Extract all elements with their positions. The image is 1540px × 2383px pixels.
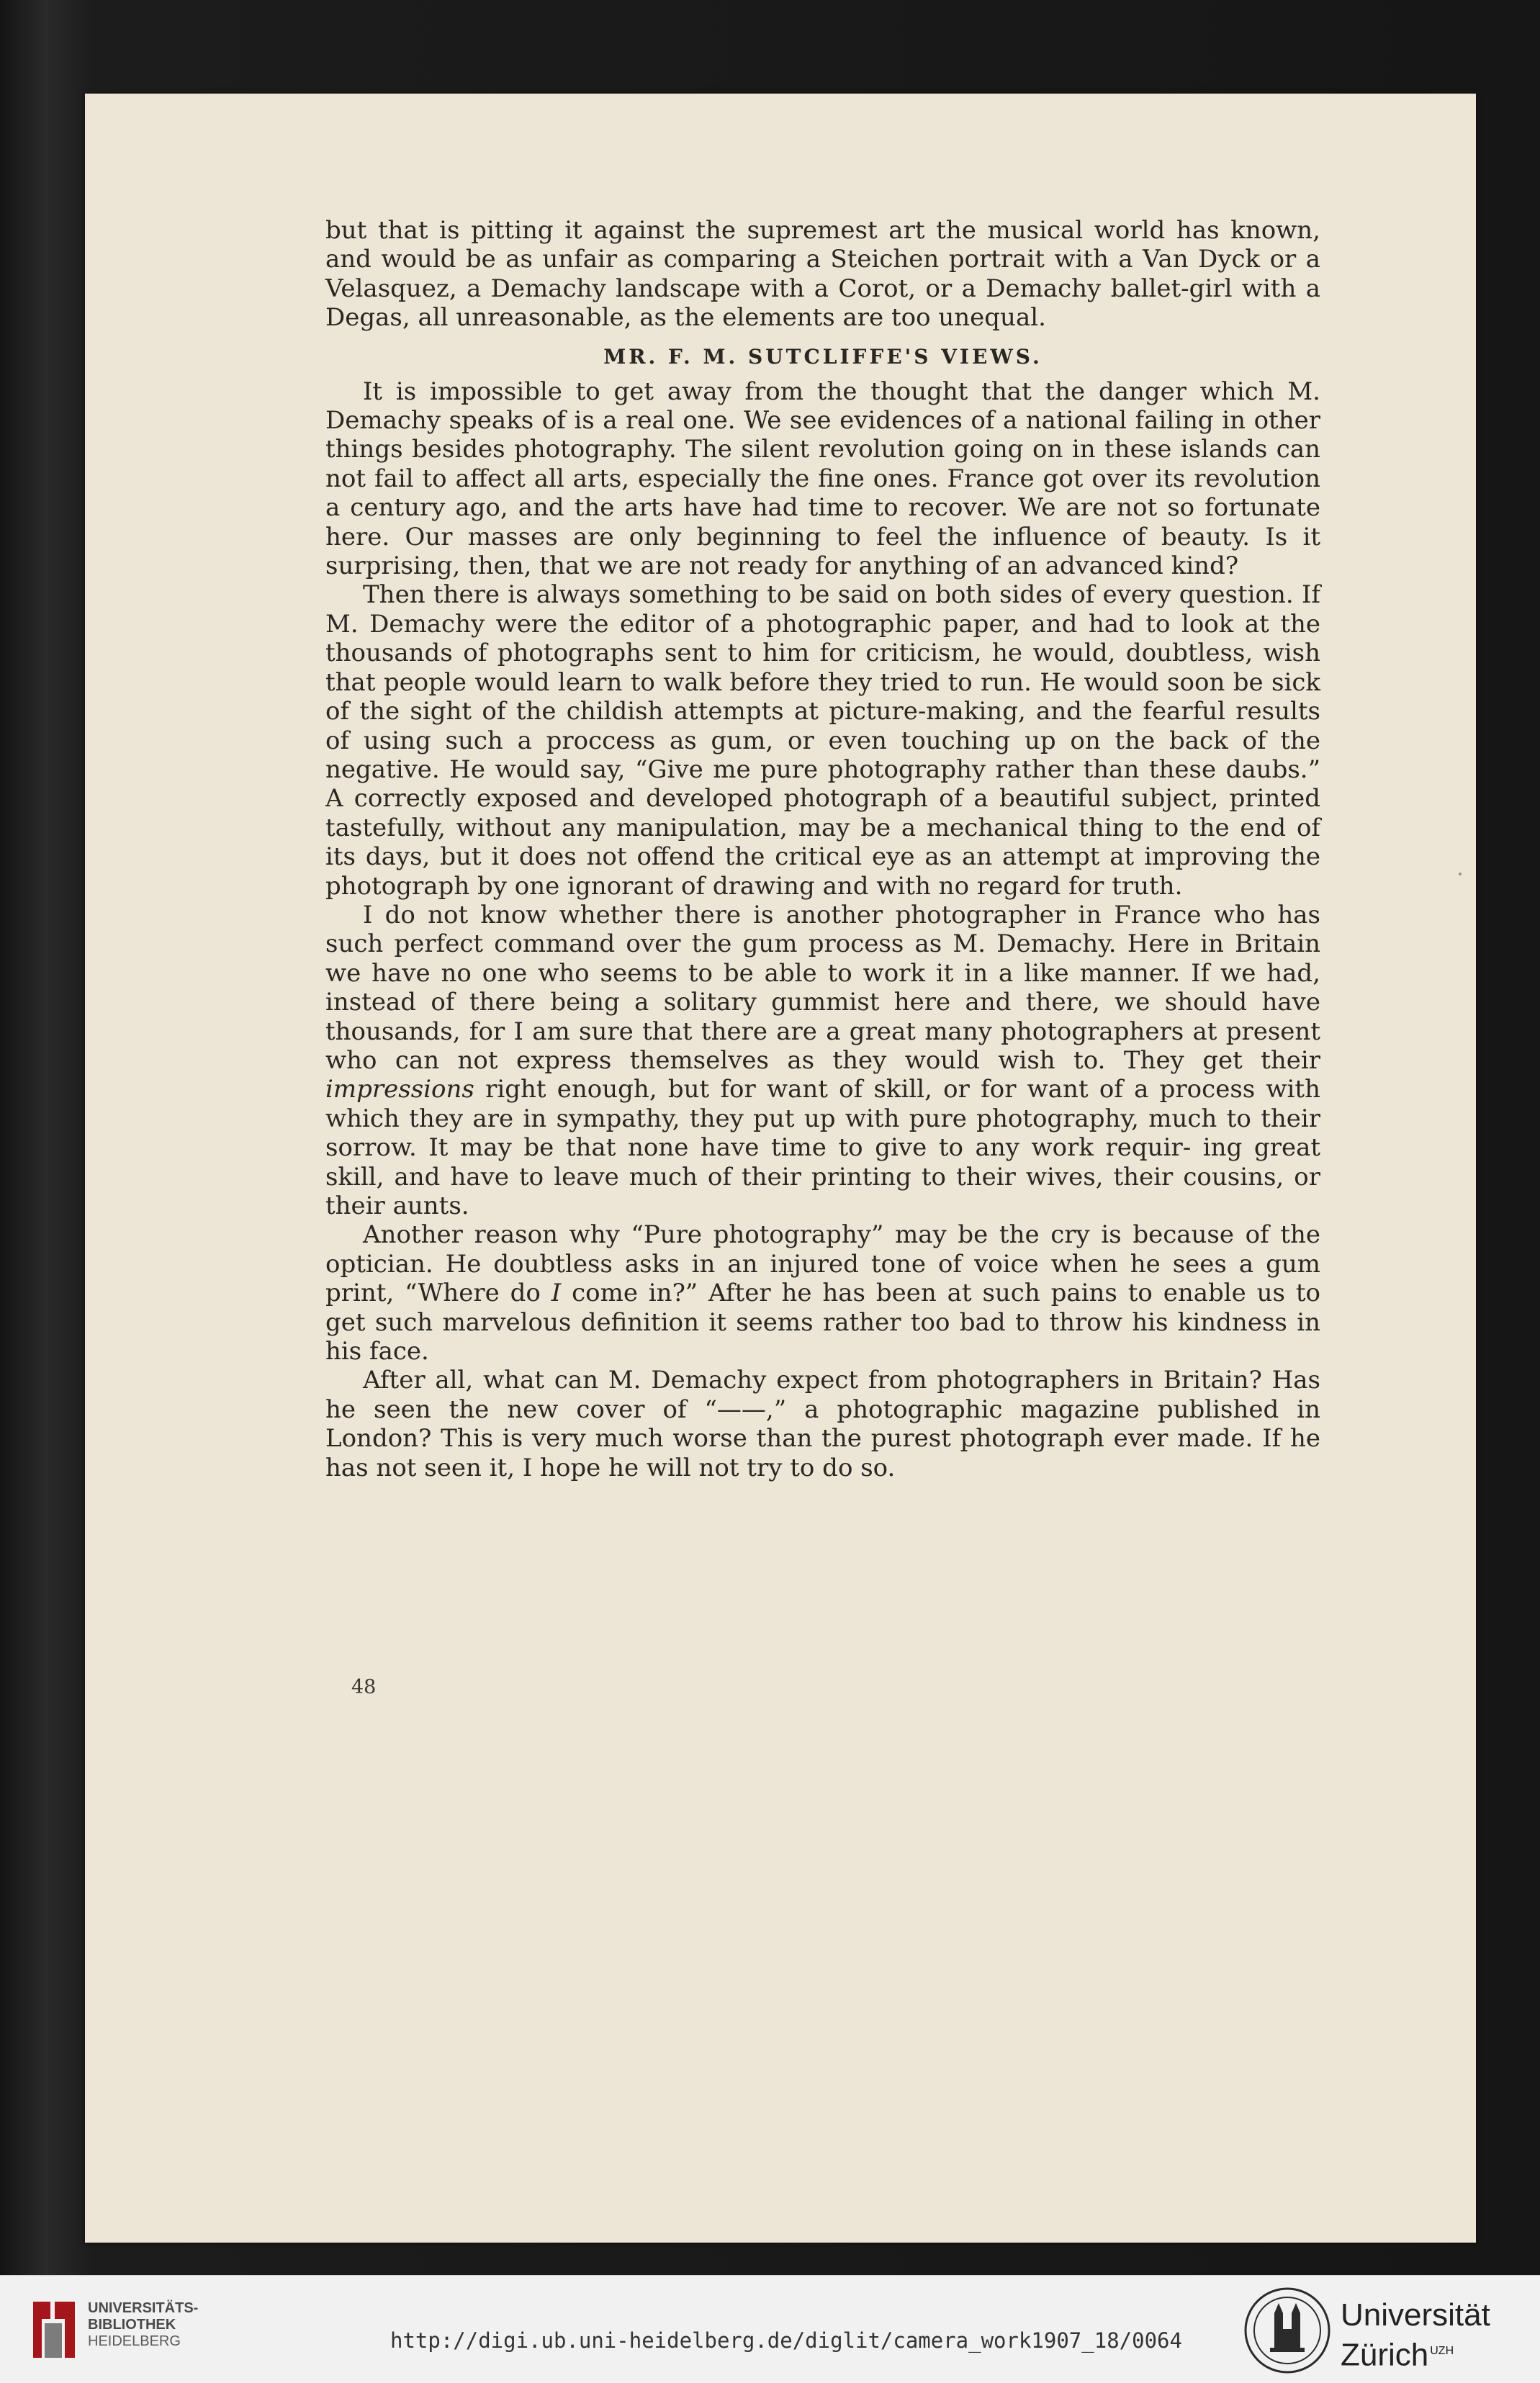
uzh-line-2: Zürich xyxy=(1341,2337,1429,2373)
paragraph-3-text-a: I do not know whether there is another photographer in France who has such perfect command over the gum process as M. Demachy. Here in Britain we have no one who seems to be able to work it in a like manner. If we had, instead of there being a solitary gummist here and there, we should have thousands, for I am sure that there are a great many photographers at present who can not express themselves as they would wish to. They get their xyxy=(325,900,1320,1075)
uzh-wordmark xyxy=(1341,2297,1490,2374)
uzh-line-2-wrap xyxy=(1341,2333,1490,2374)
ub-line-2: BIBLIOTHEK xyxy=(88,2317,176,2333)
page-speck xyxy=(1459,873,1462,875)
paragraph-4-italic: I xyxy=(551,1279,562,1308)
paragraph-4-text-a: Another reason why “Pure photography” may be the cry is because of the optician. He doubtless asks in an injured tone of voice when he sees a gum print, “Where do xyxy=(325,1220,1320,1308)
ub-heidelberg-wordmark xyxy=(88,2300,198,2350)
permalink-url[interactable]: http://digi.ub.uni-heidelberg.de/diglit/camera_work1907_18/0064 xyxy=(390,2328,1182,2353)
paragraph-4 xyxy=(325,1220,1320,1366)
uzh-line-1: Universität xyxy=(1341,2297,1490,2333)
paragraph-5: After all, what can M. Demachy expect from photographers in Britain? Has he seen the new cover of “——,” a photographic magazine published in London? This is very much worse than the purest photograph ever made. If he has not seen it, I hope he will not try to do so. xyxy=(325,1366,1320,1482)
page-text-block xyxy=(325,216,1320,1482)
paragraph-3 xyxy=(325,901,1320,1220)
intro-paragraph: but that is pitting it against the supremest art the musical world has known, and would be as unfair as comparing a Steichen portrait with a Van Dyck or a Velasquez, a Demachy landscape with a Corot, or a Demachy ballet-girl with a Degas, all unreasonable, as the elements are too unequal. xyxy=(325,216,1320,333)
page-number: 48 xyxy=(351,1676,377,1698)
paragraph-2: Then there is always something to be said on both sides of every question. If M. Demachy were the editor of a photographic paper, and had to look at the thousands of photographs sent to him for criticism, he would, doubtless, wish that people would learn to walk before they tried to run. He would soon be sick of the sight of the childish attempts at picture-making, and the fearful results of using such a proccess as gum, or even touching up on the back of the negative. He would say, “Give me pure photography rather than these daubs.” A correctly exposed and developed photograph of a beautiful subject, printed tastefully, without any manipulation, may be a mechanical thing to the end of its days, but it does not offend the critical eye as an attempt at improving the photograph by one ignorant of drawing and with no regard for truth. xyxy=(325,580,1320,901)
paragraph-4-text-b: come in?” After he has been at such pains to enable us to get such marvelous definition it seems rather too bad to throw his kindness in his face. xyxy=(325,1279,1320,1366)
footer-bar xyxy=(0,2275,1540,2383)
paragraph-3-text-b: right enough, but for want of skill, or for want of a process with which they are in sympathy, they put up with pure photography, much to their sorrow. It may be that none have time to give to any work requir- ing great skill, and have to leave much of their printing to their wives, their cousins, or their aunts. xyxy=(325,1075,1320,1220)
ub-line-3: HEIDELBERG xyxy=(88,2333,181,2349)
ub-line-1: UNIVERSITÄTS- xyxy=(88,2300,199,2316)
paragraph-1: It is impossible to get away from the thought that the danger which M. Demachy speaks of is a real one. We see evidences of a national failing in other things besides photography. The silent revolution going on in these islands can not fail to affect all arts, especially the fine ones. France got over its revolution a century ago, and the arts have had time to recover. We are not so fortunate here. Our masses are only beginning to feel the influence of beauty. Is it surprising, then, that we are not ready for anything of an advanced kind? xyxy=(325,377,1320,581)
uzh-superscript: UZH xyxy=(1430,2345,1454,2357)
section-heading: MR. F. M. SUTCLIFFE'S VIEWS. xyxy=(603,344,1043,369)
ub-heidelberg-logo-icon xyxy=(29,2297,79,2362)
uzh-seal-icon xyxy=(1243,2286,1332,2375)
paragraph-3-italic: impressions xyxy=(325,1075,474,1104)
